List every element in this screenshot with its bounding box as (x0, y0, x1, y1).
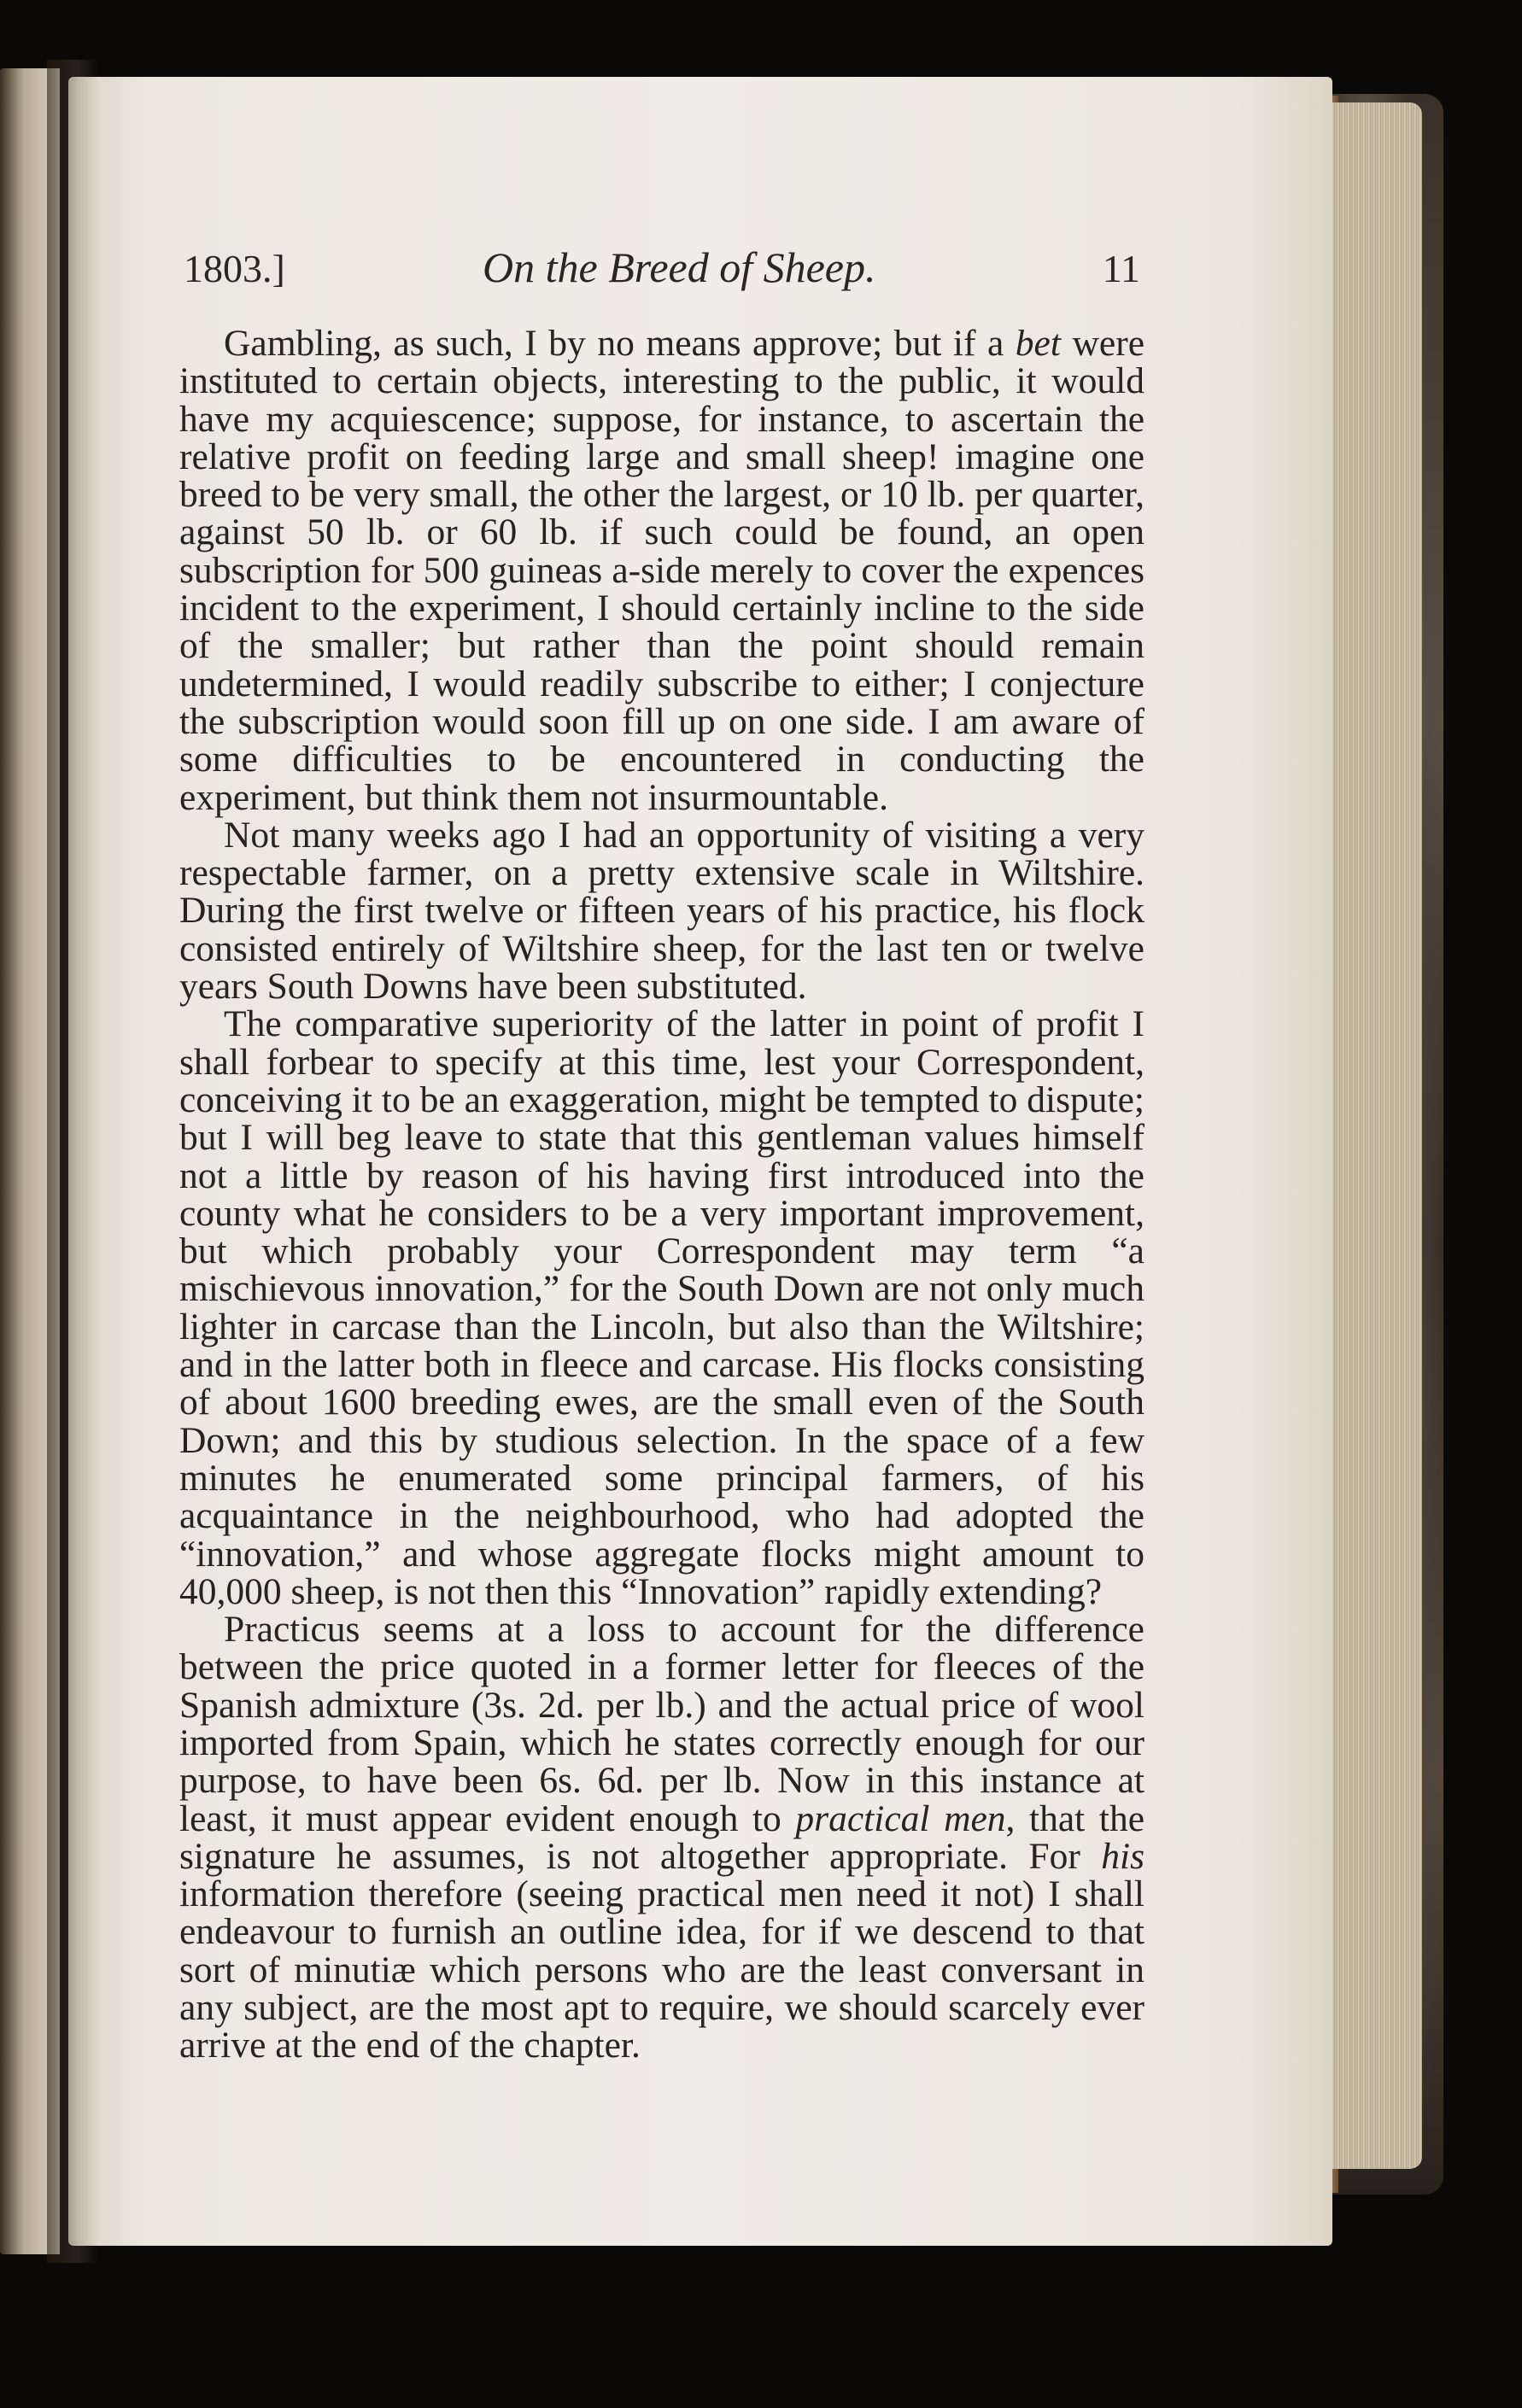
page-number: 11 (1102, 247, 1140, 290)
paragraph-2: Not many weeks ago I had an opportunity of visiting a very respectable farmer, on a pretty extensive scale in Wiltshire. During the first twelve or fifteen years of his practice, his flock consisted entirely of Wiltshire sheep, for the last ten or twelve years South Downs have been substituted. (179, 814, 1144, 1008)
paragraph-1: Gambling, as such, I by no means approve; but if a bet were instituted to certain objects, interesting to the public, it would have my acquiescence; suppose, for instance, to ascertain the relative profit on feeding large and small sheep! imagine one breed to be very small, the other the largest, or 10 lb. per quarter, against 50 lb. or 60 lb. if such could be found, an open subscription for 500 guineas a-side merely to cover the expences incident to the experiment, I should certainly incline to the side of the smaller; but rather than the point should remain undetermined, I would readily subscribe to either; I conjecture the subscription would soon fill up on one side. I am aware of some difficulties to be encountered in conducting the experiment, but think them not insurmountable. (179, 323, 1144, 818)
header-year: 1803.] (184, 247, 285, 290)
gutter-shadow (47, 60, 98, 2263)
paragraph-3: The comparative superiority of the latter in point of profit I shall forbear to specify at this time, lest your Correspondent, conceiving it to be an exaggeration, might be tempted to dispute; but I will beg leave to state that this gentleman values himself not a little by reason of his having first introduced into the county what he considers to be a very important improvement, but which probably your Correspondent may term “a mischievous innovation,” for the South Down are not only much lighter in carcase than the Lincoln, but also than the Wiltshire; and in the latter both in fleece and carcase. His flocks consisting of about 1600 breeding ewes, are the small even of the South Down; and this by studious selection. In the space of a few minutes he enumerated some principal farmers, of his acquaintance in the neighbourhood, who had adopted the “innovation,” and whose aggregate flocks might amount to 40,000 sheep, is not then this “Innovation” rapidly extending? (179, 1003, 1144, 1612)
running-header (184, 243, 1140, 306)
paragraph-4: Practicus seems at a loss to account for the difference between the price quoted in a former letter for fleeces of the Spanish admixture (3s. 2d. per lb.) and the actual price of wool imported from Spain, which he states correctly enough for our purpose, to have been 6s. 6d. per lb. Now in this instance at least, it must appear evident enough to practical men, that the signature he assumes, is not altogether appropriate. For his information therefore (seeing practical men need it not) I shall endeavour to furnish an outline idea, for if we descend to that sort of minutiæ which persons who are the least conversant in any subject, are the most apt to require, we should scarcely ever arrive at the end of the chapter. (179, 1609, 1144, 2066)
italic-emphasis: bet (1015, 323, 1061, 364)
italic-emphasis: practical men (795, 1797, 1006, 1839)
italic-emphasis: his (1101, 1835, 1144, 1877)
body-text (179, 324, 1144, 2065)
header-title: On the Breed of Sheep. (483, 243, 876, 291)
